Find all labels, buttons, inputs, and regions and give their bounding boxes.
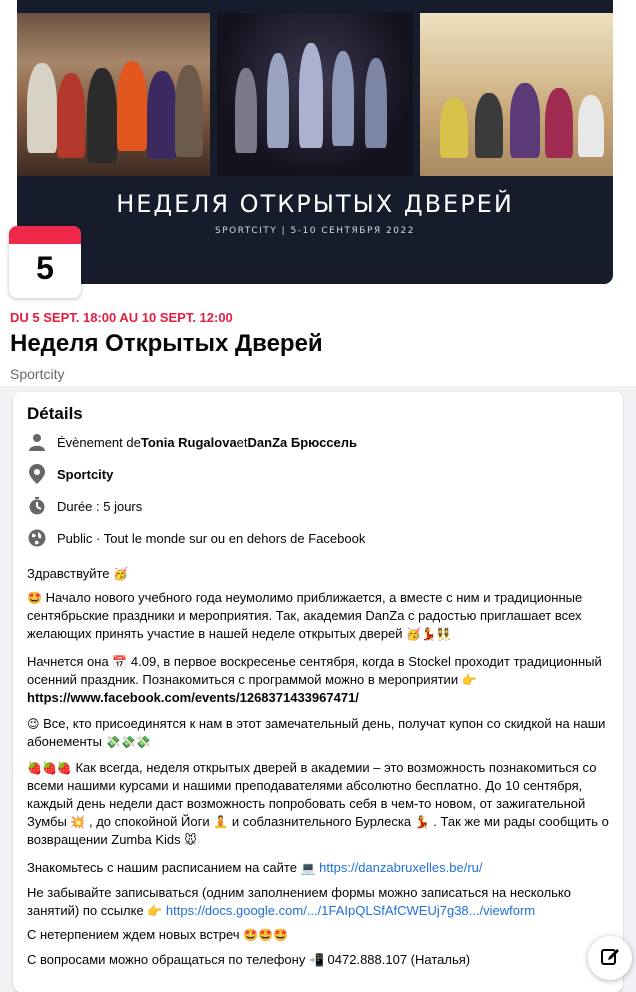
location-pin-icon [27, 464, 47, 484]
paragraph-5-text: Знакомьтесь с нашим расписанием на сайте [27, 860, 297, 875]
event-place-link[interactable]: Sportcity [10, 366, 65, 382]
description-paragraph-3 [27, 715, 615, 751]
website-link[interactable]: https://danzabruxelles.be/ru/ [319, 860, 483, 875]
party-face-emoji: 🥳 [113, 567, 129, 581]
paragraph-2-text-a: Начнется она [27, 654, 109, 669]
cover-photo-dancers-stage [217, 13, 413, 176]
phone-emoji: 📲 [308, 953, 324, 967]
dancer-emoji: 💃 [414, 815, 430, 829]
description-paragraph-5 [27, 859, 615, 877]
event-date-range: DU 5 SEPT. 18:00 AU 10 SEPT. 12:00 [10, 310, 233, 325]
google-form-link[interactable]: https://docs.google.com/.../1FAIpQLSfAfCWEUj7g38.../viewform [165, 903, 536, 918]
duration-text: Durée : 5 jours [57, 498, 143, 514]
privacy-text: Public · Tout le monde sur ou en dehors de Facebook [57, 530, 366, 546]
description-paragraph-4 [27, 759, 615, 849]
host-prefix: Évènement de [57, 434, 141, 450]
host-link-2[interactable]: DanZa Брюссель [247, 434, 358, 450]
paragraph-3-text: Все, кто присоединятся к нам в этот замечательный день, получат купон со скидкой на наши абонементы [27, 716, 606, 749]
host-link-1[interactable]: Tonia Rugalova [140, 434, 237, 450]
greeting-text: Здравствуйте [27, 566, 110, 581]
celebration-emojis: 🥳💃👯 [406, 627, 451, 641]
description-paragraph-6 [27, 884, 615, 920]
star-eyes-emoji: 🤩 [27, 591, 42, 605]
date-badge-day: 5 [36, 250, 54, 286]
paragraph-1-text: Начало нового учебного года неумолимо приближается, а вместе с ним и традиционные сентябрьские праздники и мероприятия. Так, академия DanZa с радостью приглашает всех желающих принять участие в нашей неделе открытых дверей [27, 590, 583, 641]
description-greeting [27, 565, 615, 583]
paragraph-6-text: Не забывайте записываться (одним заполнением формы можно записаться на несколько занятий) по ссылке [27, 885, 572, 918]
phone-number[interactable]: 0472.888.107 (Наталья) [327, 952, 471, 967]
host-separator: et [236, 434, 248, 450]
cover-photo-halloween-group [17, 13, 210, 176]
strawberry-emojis: 🍓🍓🍓 [27, 761, 72, 775]
event-cover-image[interactable] [17, 0, 613, 284]
globe-icon [27, 528, 47, 548]
host-row [27, 432, 357, 452]
description-paragraph-8 [27, 951, 615, 969]
edit-icon [600, 946, 620, 971]
pointing-hand-emoji: 👉 [147, 904, 163, 918]
location-link[interactable]: Sportcity [57, 466, 114, 482]
paragraph-8-text: С вопросами можно обращаться по телефону [27, 952, 306, 967]
wink-emoji: 😉 [27, 717, 40, 731]
cover-photo-studio-group [420, 13, 613, 176]
compose-button[interactable] [588, 936, 632, 980]
paragraph-4-text-d: . Так же ми рады сообщить о возвращении Zumba Kids [27, 814, 609, 847]
description-paragraph-2 [27, 653, 615, 707]
stopwatch-icon [27, 496, 47, 516]
location-row [27, 464, 113, 484]
facebook-event-link[interactable]: https://www.facebook.com/events/1268371433967471/ [27, 690, 359, 705]
person-icon [27, 432, 47, 452]
date-badge [9, 226, 81, 298]
paragraph-2-text-b: 4.09, в первое воскресенье сентября, когда в Stockel проходит традиционный осенний праздник. Познакомиться с программой можно в мероприятии [27, 654, 602, 687]
paragraph-4-text-c: и соблазнительного Бурлеска [231, 814, 412, 829]
event-title: Неделя Открытых Дверей [10, 330, 323, 357]
details-card [13, 392, 623, 992]
laptop-emoji: 💻 [300, 861, 316, 875]
paragraph-4-text-a: Как всегда, неделя открытых дверей в академии – это возможность познакомиться со всеми нашими курсами и нашими преподавателями абсолютно бесплатно. До 10 сентября, каждый день недели даст возможность попробовать себя в чем-то новом, от зажигательной Зумбы [27, 760, 597, 829]
duration-row [27, 496, 142, 516]
details-heading: Détails [27, 404, 83, 423]
calendar-emoji: 📅 [112, 655, 128, 669]
explosion-emoji: 💥 [70, 815, 86, 829]
paragraph-7-text: С нетерпением ждем новых встреч [27, 927, 240, 942]
money-emojis: 💸💸💸 [105, 735, 151, 749]
mouse-face-emoji: 🐭 [184, 833, 197, 847]
paragraph-4-text-b: , до спокойной Йоги [89, 814, 210, 829]
star-eyes-emojis: 🤩🤩🤩 [243, 928, 289, 942]
date-badge-bar [9, 226, 81, 244]
pointing-hand-emoji: 👉 [461, 673, 477, 687]
description-paragraph-7 [27, 926, 615, 944]
yoga-emoji: 🧘 [213, 815, 229, 829]
description-paragraph-1 [27, 589, 615, 643]
cover-title: НЕДЕЛЯ ОТКРЫТЫХ ДВЕРЕЙ [116, 190, 514, 218]
cover-subtitle: SPORTCITY | 5-10 СЕНТЯБРЯ 2022 [215, 226, 415, 236]
privacy-row [27, 528, 365, 548]
